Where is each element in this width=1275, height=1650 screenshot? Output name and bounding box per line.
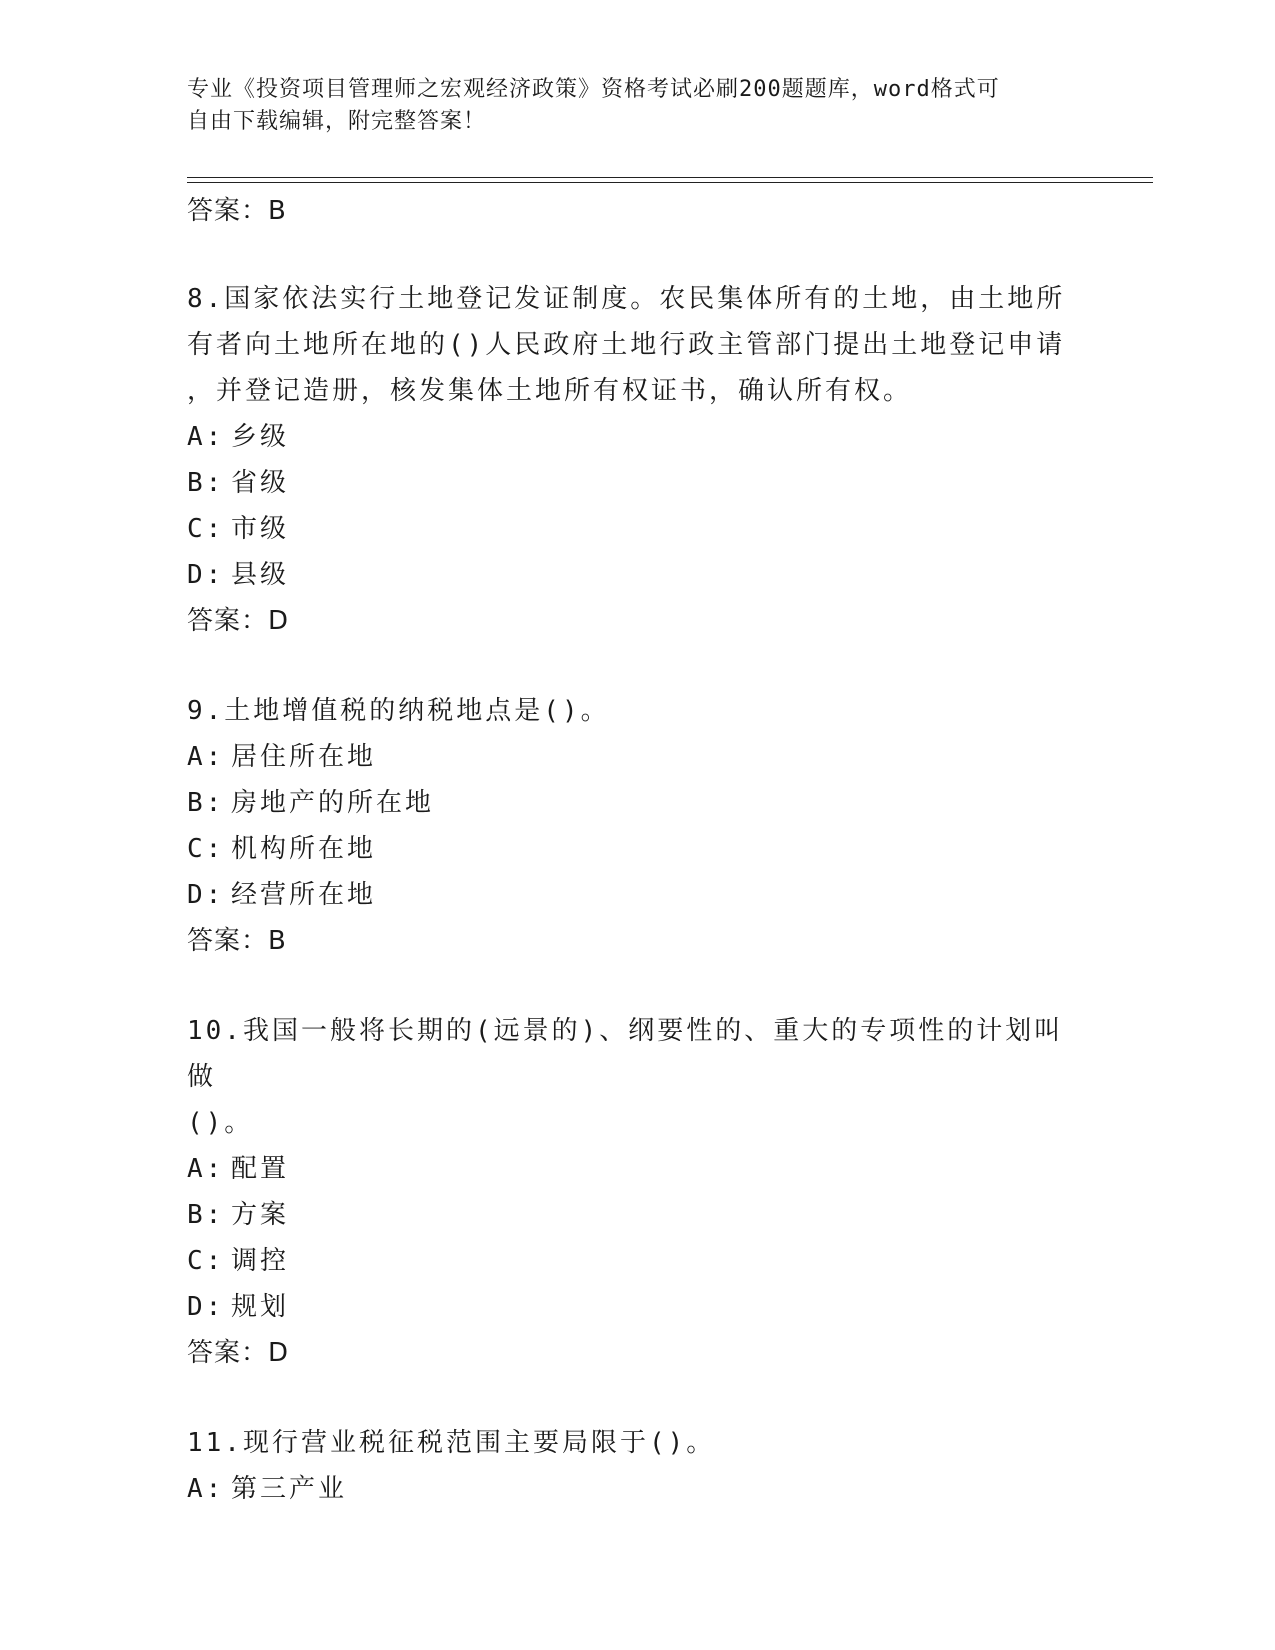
option-label: A: — [187, 1474, 225, 1504]
question-stem — [187, 688, 1087, 734]
option-label: B: — [187, 468, 225, 498]
option-text: 方案 — [231, 1200, 290, 1230]
option-c — [187, 506, 1087, 552]
option-text: 配置 — [231, 1154, 290, 1184]
question-9 — [187, 688, 1087, 964]
document-header — [187, 74, 1087, 138]
option-a — [187, 1146, 1087, 1192]
answer-line: 答案：D — [187, 1338, 290, 1368]
option-text: 第三产业 — [231, 1474, 348, 1504]
option-label: B: — [187, 788, 225, 818]
option-b — [187, 1192, 1087, 1238]
option-text: 省级 — [231, 468, 290, 498]
stem-line: 有者向土地所在地的()人民政府土地行政主管部门提出土地登记申请 — [187, 330, 1066, 360]
question-stem — [187, 276, 1087, 414]
stem-line: 8.国家依法实行土地登记发证制度。农民集体所有的土地，由土地所 — [187, 284, 1066, 314]
option-text: 调控 — [231, 1246, 290, 1276]
option-label: C: — [187, 834, 225, 864]
option-label: D: — [187, 1292, 225, 1322]
answer-line: 答案：D — [187, 606, 290, 636]
header-line-1: 专业《投资项目管理师之宏观经济政策》资格考试必刷200题题库，word格式可 — [187, 77, 1000, 102]
option-text: 县级 — [231, 560, 290, 590]
option-text: 居住所在地 — [231, 742, 377, 772]
option-c — [187, 1238, 1087, 1284]
header-rule-top — [187, 177, 1153, 178]
stem-line: 9.土地增值税的纳税地点是()。 — [187, 696, 610, 726]
stem-line: 11.现行营业税征税范围主要局限于()。 — [187, 1428, 716, 1458]
option-label: C: — [187, 514, 225, 544]
stem-line: ()。 — [187, 1108, 254, 1138]
option-c — [187, 826, 1087, 872]
option-text: 房地产的所在地 — [231, 788, 435, 818]
question-list — [187, 188, 1087, 1556]
option-d — [187, 1284, 1087, 1330]
option-text: 乡级 — [231, 422, 290, 452]
header-rule-bottom — [187, 182, 1153, 183]
stem-line: 10.我国一般将长期的(远景的)、纲要性的、重大的专项性的计划叫做 — [187, 1016, 1064, 1092]
header-line-2: 自由下载编辑，附完整答案！ — [187, 109, 487, 134]
question-11 — [187, 1420, 1087, 1512]
option-label: D: — [187, 560, 225, 590]
option-text: 机构所在地 — [231, 834, 377, 864]
option-d — [187, 552, 1087, 598]
option-label: A: — [187, 742, 225, 772]
option-a — [187, 734, 1087, 780]
option-b — [187, 780, 1087, 826]
option-label: C: — [187, 1246, 225, 1276]
option-text: 市级 — [231, 514, 290, 544]
question-10 — [187, 1008, 1087, 1376]
stem-line: ，并登记造册，核发集体土地所有权证书，确认所有权。 — [187, 376, 913, 406]
option-b — [187, 460, 1087, 506]
answer-line: 答案：B — [187, 926, 287, 956]
option-label: A: — [187, 422, 225, 452]
option-label: A: — [187, 1154, 225, 1184]
option-a — [187, 1466, 1087, 1512]
option-a — [187, 414, 1087, 460]
option-text: 经营所在地 — [231, 880, 377, 910]
answer-line: 答案：B — [187, 196, 287, 226]
option-d — [187, 872, 1087, 918]
question-stem — [187, 1008, 1087, 1146]
question-8 — [187, 276, 1087, 644]
question-stem — [187, 1420, 1087, 1466]
option-label: D: — [187, 880, 225, 910]
option-text: 规划 — [231, 1292, 290, 1322]
option-label: B: — [187, 1200, 225, 1230]
